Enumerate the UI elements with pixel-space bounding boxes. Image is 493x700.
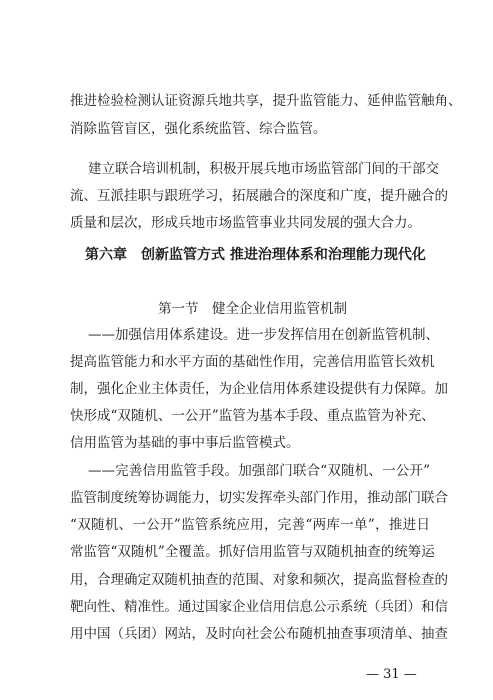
section-line-7: 监管制度统筹协调能力，切实发挥牵头部门作用，推动部门联合	[70, 490, 448, 506]
body-line-3: 建立联合培训机制，积极开展兵地市场监管部门间的干部交	[88, 161, 439, 177]
body-line-1: 推进检验检测认证资源兵地共享，提升监管能力、延伸监管触角、	[70, 93, 462, 109]
chapter-title: 第六章 创新监管方式 推进治理体系和治理能力现代化	[85, 247, 426, 263]
section-line-11: 靶向性、精准性。通过国家企业信用信息公示系统（兵团）和信	[70, 599, 448, 615]
section-line-5: 信用监管为基础的事中事后监管模式。	[70, 435, 300, 451]
section-line-10: 用，合理确定双随机抽查的范围、对象和频次，提高监督检查的	[70, 572, 448, 588]
section-line-2: 提高监管能力和水平方面的基础性作用，完善信用监管长效机	[70, 354, 435, 370]
page-number: — 31 —	[366, 667, 417, 682]
body-line-2: 消除监管盲区，强化系统监管、综合监管。	[70, 121, 327, 137]
body-line-4: 流、互派挂职与跟班学习，拓展融合的深度和广度，提升融合的	[70, 188, 448, 204]
section-line-12: 用中国（兵团）网站，及时向社会公布随机抽查事项清单、抽查	[70, 626, 448, 642]
section-line-4: 快形成“双随机、一公开”监管为基本手段、重点监管为补充、	[70, 408, 435, 424]
body-line-5: 质量和层次，形成兵地市场监管事业共同发展的强大合力。	[70, 215, 421, 231]
section-line-6: ——完善信用监管手段。加强部门联合“双随机、一公开”	[88, 463, 430, 479]
section-line-8: “双随机、一公开”监管系统应用，完善“两库一单”，推进日	[70, 517, 430, 533]
section-title: 第一节 健全企业信用监管机制	[158, 301, 347, 317]
section-line-1: ——加强信用体系建设。进一步发挥信用在创新监管机制、	[88, 327, 439, 343]
section-line-3: 制，强化企业主体责任，为企业信用体系建设提供有力保障。加	[70, 381, 448, 397]
section-line-9: 常监管“双随机”全覆盖。抓好信用监管与双随机抽查的统筹运	[70, 544, 435, 560]
